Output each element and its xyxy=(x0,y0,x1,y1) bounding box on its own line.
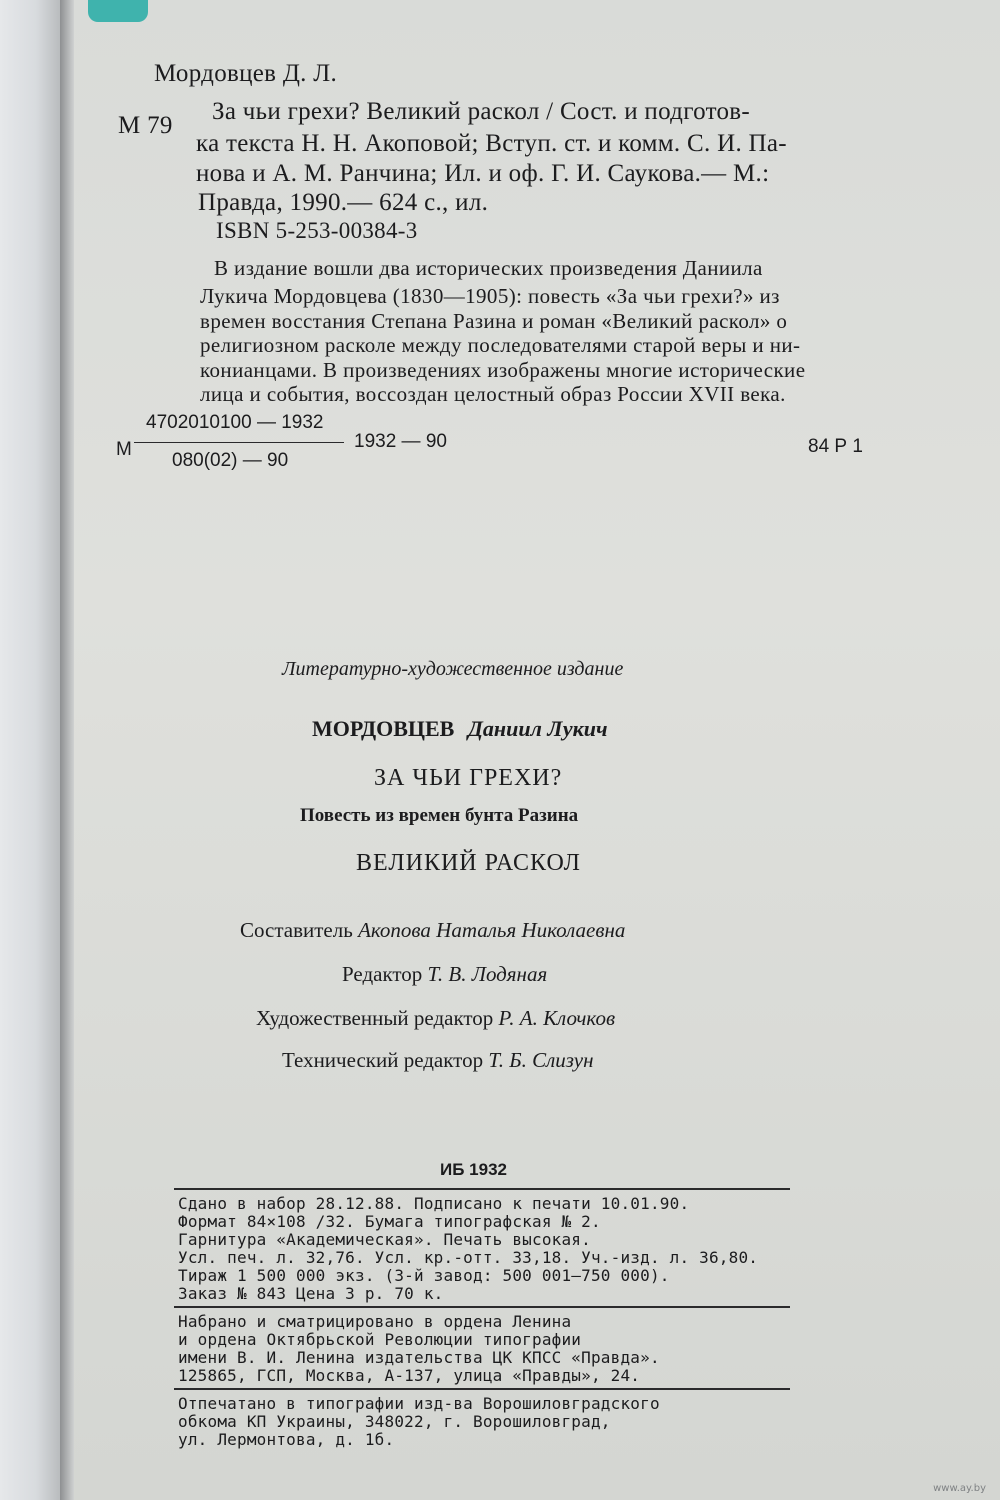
author-full xyxy=(312,716,608,742)
imprint-line: 125865, ГСП, Москва, А-137, улица «Правды», 24. xyxy=(178,1366,641,1385)
classification-prefix: М xyxy=(116,439,132,460)
annotation-line: В издание вошли два исторических произведения Даниила xyxy=(214,256,763,280)
credit-role: Редактор xyxy=(342,962,423,986)
classification-code: 84 Р 1 xyxy=(808,436,863,457)
imprint-rule-middle xyxy=(174,1306,790,1308)
credit-tech-editor xyxy=(282,1048,594,1073)
fraction-line xyxy=(134,442,344,443)
bib-line: нова и А. М. Ранчина; Ил. и оф. Г. И. Саукова.— М.: xyxy=(196,160,770,187)
classification-number: 1932 — 90 xyxy=(354,431,447,452)
classification-numerator: 4702010100 — 1932 xyxy=(146,412,324,433)
author-name: Даниил Лукич xyxy=(467,716,608,741)
author-heading: Мордовцев Д. Л. xyxy=(154,60,338,87)
index-code: М 79 xyxy=(118,112,173,139)
imprint-line: ул. Лермонтова, д. 1б. xyxy=(178,1430,395,1449)
imprint-line: Усл. печ. л. 32,76. Усл. кр.-отт. 33,18. Уч.-изд. л. 36,80. xyxy=(178,1248,759,1267)
book-cover-edge xyxy=(0,0,60,1500)
ib-number: ИБ 1932 xyxy=(440,1160,507,1179)
bib-line: ка текста Н. Н. Акоповой; Вступ. ст. и комм. С. И. Па- xyxy=(196,130,787,157)
edition-type: Литературно-художественное издание xyxy=(282,658,624,680)
book-spine-shadow xyxy=(60,0,74,1500)
annotation-line: религиозном расколе между последователями старой веры и ни- xyxy=(200,333,801,357)
credit-compiler xyxy=(240,918,625,943)
imprint-line: Заказ № 843 Цена 3 р. 70 к. xyxy=(178,1284,444,1303)
author-surname: МОРДОВЦЕВ xyxy=(312,716,455,741)
imprint-line: Сдано в набор 28.12.88. Подписано к печати 10.01.90. xyxy=(178,1194,690,1213)
credit-role: Художественный редактор xyxy=(256,1006,494,1030)
title-one: ЗА ЧЬИ ГРЕХИ? xyxy=(374,765,563,791)
imprint-line: Набрано и сматрицировано в ордена Ленина xyxy=(178,1312,572,1331)
isbn: ISBN 5-253-00384-3 xyxy=(216,218,418,243)
annotation-line: конианцами. В произведениях изображены многие исторические xyxy=(200,358,806,382)
credit-role: Технический редактор xyxy=(282,1048,484,1072)
credit-art-editor xyxy=(256,1006,615,1031)
imprint-line: Отпечатано в типографии изд-ва Ворошиловградского xyxy=(178,1394,660,1413)
imprint-line: Тираж 1 500 000 экз. (3-й завод: 500 001—750 000). xyxy=(178,1266,670,1285)
title-two: ВЕЛИКИЙ РАСКОЛ xyxy=(356,850,581,876)
imprint-rule-bottom xyxy=(174,1388,790,1390)
imprint-line: имени В. И. Ленина издательства ЦК КПСС «Правда». xyxy=(178,1348,660,1367)
bib-line: Правда, 1990.— 624 с., ил. xyxy=(198,189,489,216)
watermark: www.ay.by xyxy=(933,1483,986,1494)
credit-name: Р. А. Клочков xyxy=(498,1006,616,1030)
annotation-line: времен восстания Степана Разина и роман «Великий раскол» о xyxy=(200,309,788,333)
imprint-line: и ордена Октябрьской Революции типографии xyxy=(178,1330,582,1349)
imprint-line: Формат 84×108 /32. Бумага типографская № 2. xyxy=(178,1212,601,1231)
book-page xyxy=(74,0,1000,1500)
annotation-line: Лукича Мордовцева (1830—1905): повесть «За чьи грехи?» из xyxy=(200,284,780,308)
imprint-line: обкома КП Украины, 348022, г. Ворошиловград, xyxy=(178,1412,611,1431)
imprint-rule-top xyxy=(174,1188,790,1190)
credit-name: Т. В. Лодяная xyxy=(427,962,548,986)
credit-role: Составитель xyxy=(240,918,353,942)
credit-name: Акопова Наталья Николаевна xyxy=(358,918,626,942)
imprint-line: Гарнитура «Академическая». Печать высокая. xyxy=(178,1230,591,1249)
annotation-line: лица и события, воссоздан целостный образ России XVII века. xyxy=(200,382,786,406)
credit-name: Т. Б. Слизун xyxy=(488,1048,594,1072)
subtitle-one: Повесть из времен бунта Разина xyxy=(300,805,579,826)
bookmark-thread xyxy=(88,0,148,22)
classification-denominator: 080(02) — 90 xyxy=(172,450,289,471)
bib-line: За чьи грехи? Великий раскол / Сост. и подготов- xyxy=(212,98,751,125)
credit-editor xyxy=(342,962,547,987)
